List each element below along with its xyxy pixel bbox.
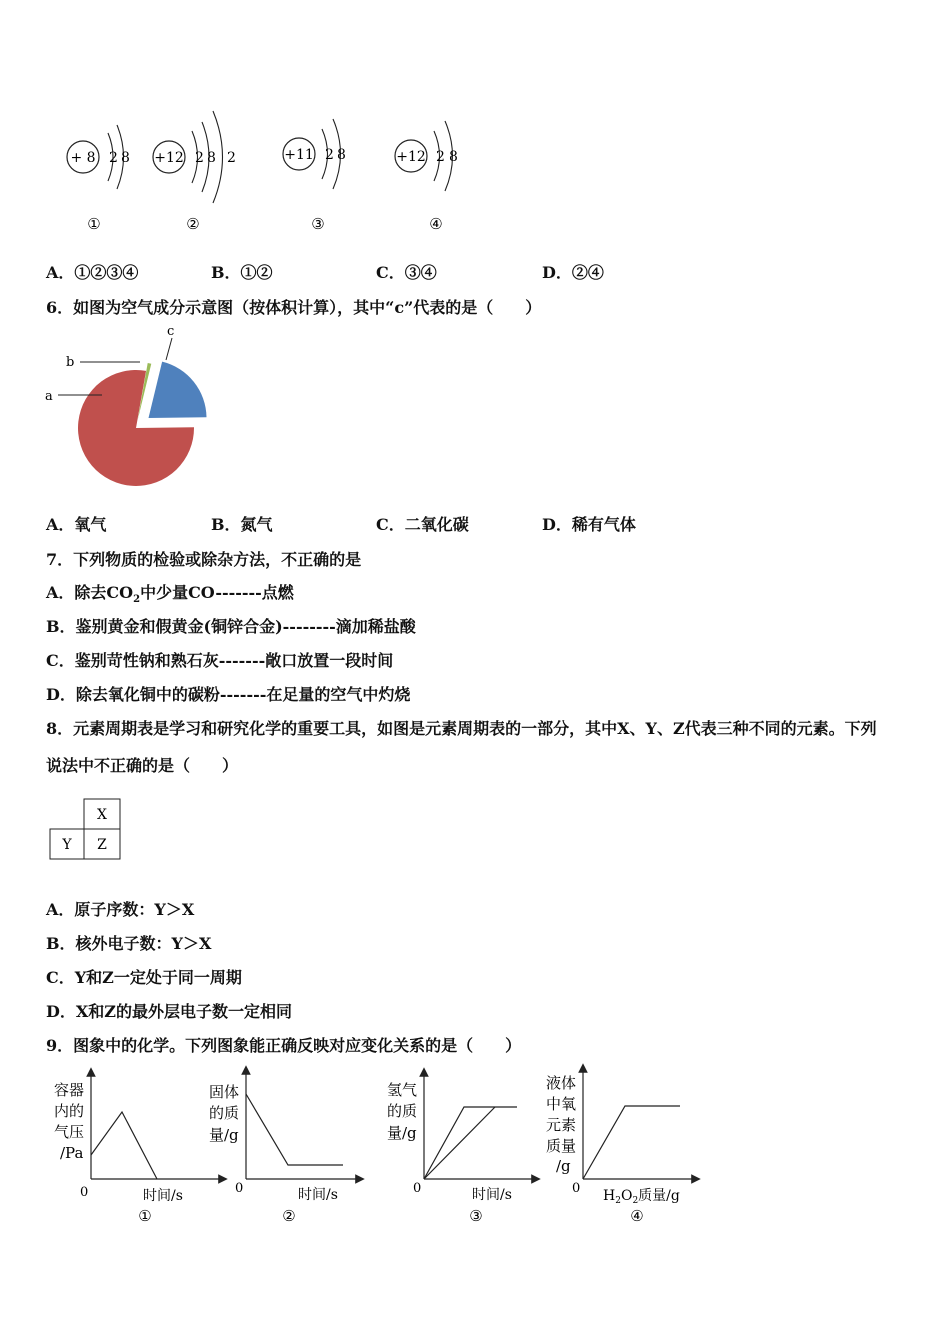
cell-z: Z <box>97 837 107 853</box>
graph-3 <box>387 1072 536 1225</box>
graph-2-origin: 0 <box>235 1181 244 1196</box>
graph-1-label: ① <box>138 1207 152 1225</box>
atom-3-nucleus: +11 <box>284 147 314 163</box>
q9-graphs <box>40 1062 710 1232</box>
graph-2 <box>209 1070 360 1225</box>
graph-4 <box>546 1068 696 1225</box>
q7-option-b[interactable]: B．鉴别黄金和假黄金(铜锌合金)--------滴加稀盐酸 <box>46 617 416 636</box>
q6-stem: 6．如图为空气成分示意图（按体积计算），其中“c”代表的是（ ） <box>46 298 542 317</box>
q8-option-b[interactable]: B．核外电子数：Y＞X <box>46 934 212 953</box>
atom-1-shell-2: 8 <box>121 150 130 166</box>
atom-structure-3 <box>283 119 346 233</box>
graph-4-ylabel-4: 质量 <box>546 1137 577 1155</box>
graph-2-ylabel-2: 的质 <box>209 1104 240 1122</box>
atom-1-nucleus: + 8 <box>70 150 96 166</box>
graph-2-xlabel: 时间/s <box>298 1187 338 1203</box>
graph-3-ylabel-1: 氢气 <box>387 1081 418 1099</box>
atom-2-shell-1: 2 <box>195 150 204 166</box>
q9-stem: 9．图象中的化学。下列图象能正确反映对应变化关系的是（ ） <box>46 1036 522 1055</box>
q6-option-c[interactable]: C．二氧化碳 <box>376 515 469 534</box>
q5-option-a[interactable]: A．①②③④ <box>46 263 139 282</box>
q5-option-b[interactable]: B．①② <box>211 263 273 282</box>
q8-option-c[interactable]: C．Y和Z一定处于同一周期 <box>46 968 242 987</box>
graph-3-ylabel-2: 的质 <box>387 1102 418 1120</box>
periodic-table-fragment <box>48 797 124 863</box>
q7-option-c[interactable]: C．鉴别苛性钠和熟石灰-------敞口放置一段时间 <box>46 651 394 670</box>
graph-4-ylabel-5: /g <box>556 1157 571 1175</box>
graph-1-xlabel: 时间/s <box>143 1188 183 1204</box>
atom-structure-1 <box>67 125 130 233</box>
graph-1-ylabel-3: 气压 <box>54 1123 85 1141</box>
atom-4-shell-1: 2 <box>436 149 445 165</box>
q6-option-b[interactable]: B．氮气 <box>211 515 273 534</box>
air-composition-pie-chart <box>40 320 220 492</box>
leader-line-c <box>166 338 172 360</box>
atom-3-shell-2: 8 <box>337 147 346 163</box>
graph-2-curve <box>246 1094 343 1165</box>
q8-option-a[interactable]: A．原子序数：Y＞X <box>46 900 195 919</box>
q5-option-d[interactable]: D．②④ <box>542 263 604 282</box>
graph-4-curve <box>583 1106 680 1179</box>
graph-3-curve-1 <box>424 1107 517 1179</box>
pie-label-b: b <box>66 355 75 370</box>
atom-4-nucleus: +12 <box>396 149 426 165</box>
atom-diagrams <box>50 95 480 240</box>
q7-option-a-subscript: 2 <box>133 594 141 606</box>
graph-1-origin: 0 <box>80 1185 89 1200</box>
atom-2-label: ② <box>186 215 200 233</box>
q5-option-c[interactable]: C．③④ <box>376 263 437 282</box>
q6-option-a[interactable]: A．氧气 <box>46 515 107 534</box>
cell-x: X <box>97 807 107 823</box>
graph-4-origin: 0 <box>572 1181 581 1196</box>
graph-3-origin: 0 <box>413 1181 422 1196</box>
graph-2-ylabel-1: 固体 <box>209 1083 240 1101</box>
q7-option-a[interactable] <box>46 580 294 605</box>
cell-y: Y <box>62 837 72 853</box>
q7-stem: 7．下列物质的检验或除杂方法，不正确的是 <box>46 550 362 569</box>
atom-2-nucleus: +12 <box>154 150 184 166</box>
q8-stem-line2: 说法中不正确的是（ ） <box>46 756 239 775</box>
graph-4-xlabel: $H_2O_2$质量/g <box>603 1188 680 1206</box>
graph-3-label: ③ <box>469 1207 483 1225</box>
graph-2-label: ② <box>282 1207 296 1225</box>
graph-1-ylabel-2: 内的 <box>54 1102 85 1120</box>
q7-option-d[interactable]: D．除去氧化铜中的碳粉-------在足量的空气中灼烧 <box>46 685 411 704</box>
graph-4-label: ④ <box>630 1207 644 1225</box>
q7-option-a-prefix: A．除去CO <box>46 583 134 602</box>
graph-1-curve <box>91 1112 157 1179</box>
graph-1-ylabel-4: /Pa <box>60 1144 84 1162</box>
atom-4-shell-2: 8 <box>449 149 458 165</box>
graph-1-ylabel-1: 容器 <box>54 1081 85 1099</box>
atom-3-shell-1: 2 <box>325 147 334 163</box>
graph-4-ylabel-2: 中氧 <box>546 1095 577 1113</box>
atom-1-label: ① <box>87 215 101 233</box>
atom-1-shell-1: 2 <box>109 150 118 166</box>
q8-stem-line1: 8．元素周期表是学习和研究化学的重要工具，如图是元素周期表的一部分，其中X、Y、Z代表三种不同的元素。下列 <box>46 719 877 738</box>
atom-structure-4 <box>395 121 458 233</box>
graph-2-ylabel-3: 量/g <box>209 1126 239 1144</box>
graph-3-ylabel-3: 量/g <box>387 1124 417 1142</box>
pie-slice-c <box>149 362 207 418</box>
atom-2-shell-2: 8 <box>207 150 216 166</box>
graph-4-ylabel-3: 元素 <box>546 1116 577 1134</box>
atom-3-label: ③ <box>311 215 325 233</box>
q7-option-a-suffix: 中少量CO-------点燃 <box>140 583 294 602</box>
q8-option-d[interactable]: D．X和Z的最外层电子数一定相同 <box>46 1002 292 1021</box>
atom-2-shell-3: 2 <box>227 150 236 166</box>
graph-3-xlabel: 时间/s <box>472 1187 512 1203</box>
graph-3-curve-2 <box>424 1107 495 1179</box>
graph-4-ylabel-1: 液体 <box>546 1074 577 1092</box>
pie-label-a: a <box>45 389 53 404</box>
atom-4-label: ④ <box>429 215 443 233</box>
pie-label-c: c <box>167 324 175 339</box>
graph-1 <box>54 1072 223 1225</box>
q6-option-d[interactable]: D．稀有气体 <box>542 515 636 534</box>
atom-structure-2 <box>153 111 236 233</box>
